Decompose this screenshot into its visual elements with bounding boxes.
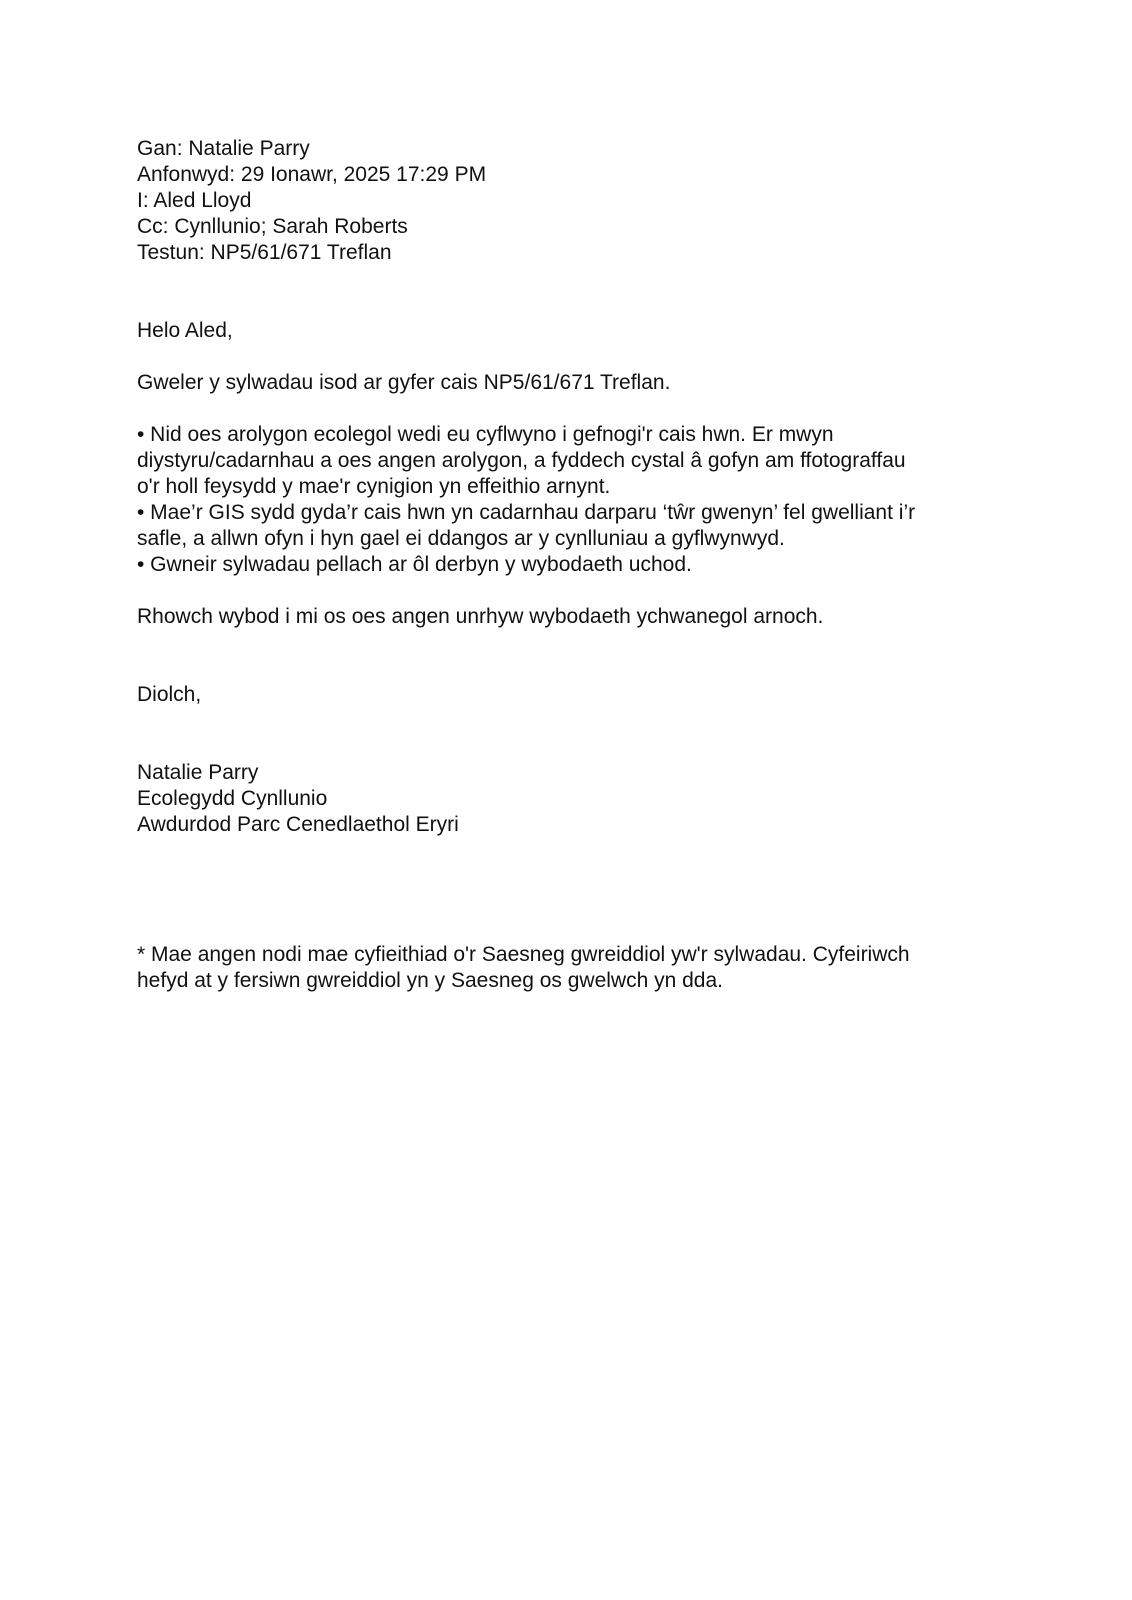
signature-block bbox=[137, 760, 1017, 838]
bullet-item bbox=[137, 500, 1017, 552]
footnote-line: hefyd at y fersiwn gwreiddiol yn y Saesneg os gwelwch yn dda. bbox=[137, 969, 723, 992]
translation-footnote bbox=[137, 942, 1017, 994]
footnote-line: * Mae angen nodi mae cyfieithiad o'r Saesneg gwreiddiol yw'r sylwadau. Cyfeiriwch bbox=[137, 943, 910, 966]
header-from: Gan: Natalie Parry bbox=[137, 137, 310, 160]
header-sent: Anfonwyd: 29 Ionawr, 2025 17:29 PM bbox=[137, 163, 487, 186]
bullet-item bbox=[137, 422, 1017, 500]
bullet-line: • Mae’r GIS sydd gyda’r cais hwn yn cadarnhau darparu ‘tŵr gwenyn’ fel gwelliant i’r bbox=[137, 501, 916, 524]
email-header bbox=[137, 136, 1017, 266]
header-to: I: Aled Lloyd bbox=[137, 189, 252, 212]
bullet-line: diystyru/cadarnhau a oes angen arolygon, a fyddech cystal â gofyn am ffotograffau bbox=[137, 449, 906, 472]
greeting: Helo Aled, bbox=[137, 319, 233, 342]
comment-bullets bbox=[137, 422, 1017, 578]
signature-name: Natalie Parry bbox=[137, 761, 259, 784]
request-paragraph: Rhowch wybod i mi os oes angen unrhyw wybodaeth ychwanegol arnoch. bbox=[137, 605, 824, 628]
bullet-line: • Gwneir sylwadau pellach ar ôl derbyn y wybodaeth uchod. bbox=[137, 553, 692, 576]
sign-off: Diolch, bbox=[137, 683, 202, 706]
bullet-line: • Nid oes arolygon ecolegol wedi eu cyflwyno i gefnogi'r cais hwn. Er mwyn bbox=[137, 423, 834, 446]
bullet-line: safle, a allwn ofyn i hyn gael ei ddangos ar y cynlluniau a gyflwynwyd. bbox=[137, 527, 785, 550]
signature-organisation: Awdurdod Parc Cenedlaethol Eryri bbox=[137, 813, 459, 836]
letter-page bbox=[137, 136, 1017, 994]
header-subject: Testun: NP5/61/671 Treflan bbox=[137, 241, 392, 264]
header-cc: Cc: Cynllunio; Sarah Roberts bbox=[137, 215, 408, 238]
signature-title: Ecolegydd Cynllunio bbox=[137, 787, 328, 810]
intro-paragraph: Gweler y sylwadau isod ar gyfer cais NP5/61/671 Treflan. bbox=[137, 371, 671, 394]
bullet-item bbox=[137, 552, 1017, 578]
bullet-line: o'r holl feysydd y mae'r cynigion yn effeithio arnynt. bbox=[137, 475, 611, 498]
